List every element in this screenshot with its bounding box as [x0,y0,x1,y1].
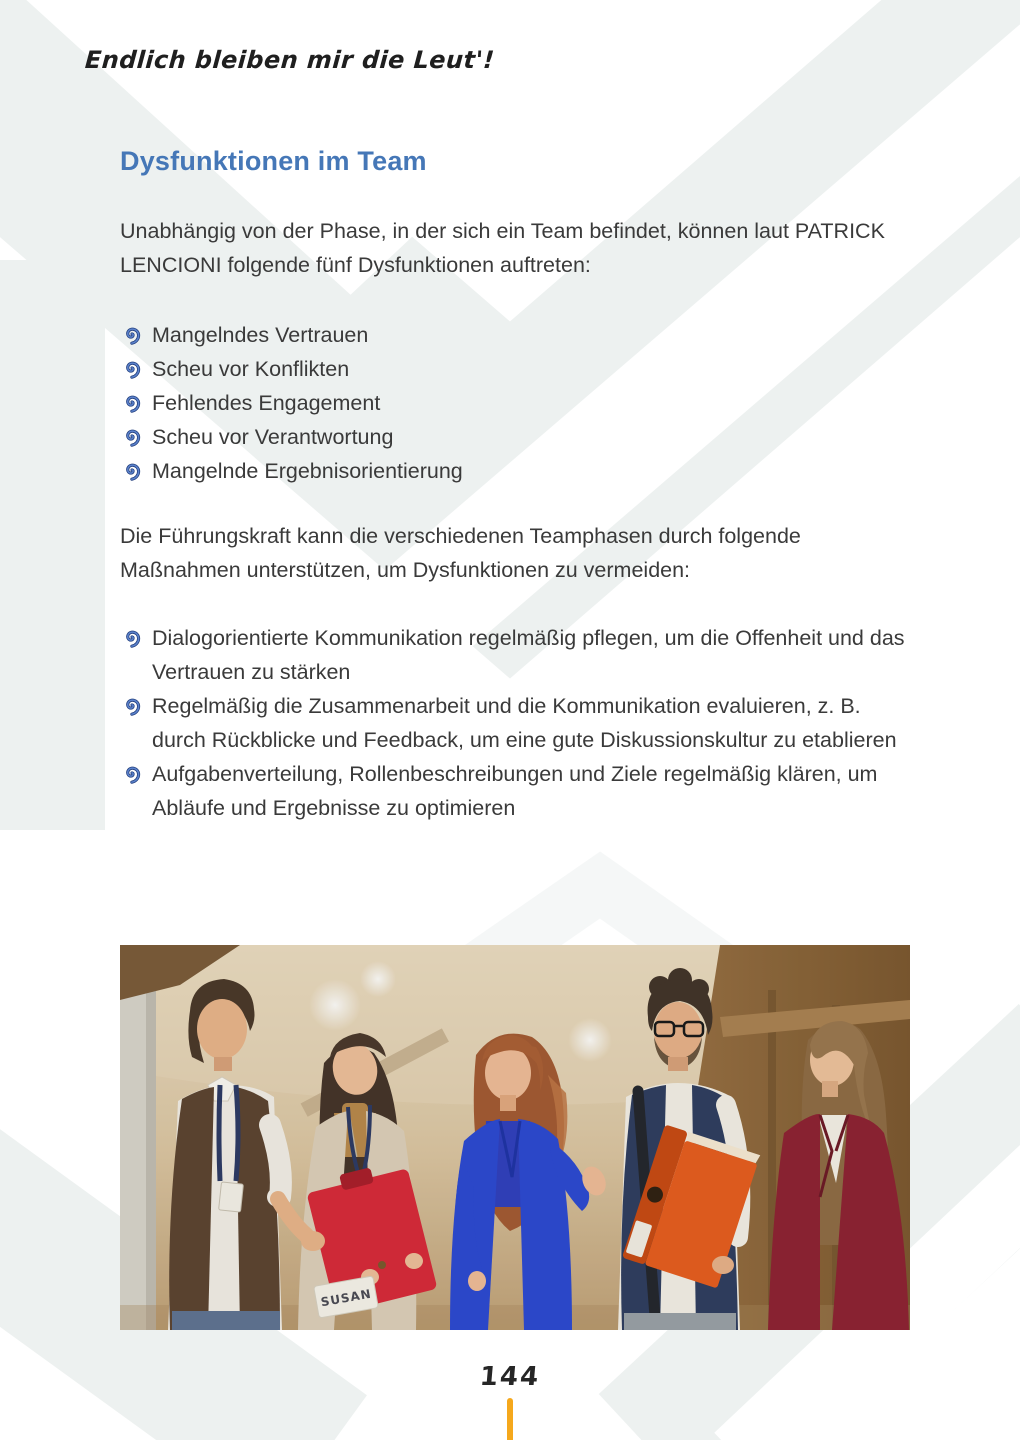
spiral-bullet-icon [121,460,143,482]
list-item-text: Aufgabenverteilung, Rollenbeschreibungen und Ziele regelmäßig klären, um Abläufe und Ergebnisse zu optimieren [152,762,878,820]
measures-paragraph: Die Führungskraft kann die verschiedenen Teamphasen durch folgende Maßnahmen unterstützen, um Dysfunktionen zu vermeiden: [120,524,801,582]
spiral-bullet-icon [121,358,143,380]
list-item-text: Mangelnde Ergebnisorientierung [152,459,463,483]
list-item [120,757,912,825]
list-item [120,386,912,420]
list-item-text: Fehlendes Engagement [152,391,381,415]
list-item [120,420,912,454]
list-item-text: Regelmäßig die Zusammenarbeit und die Kommunikation evaluieren, z. B. durch Rückblicke und Feedback, um eine gute Diskussionskultur zu etablieren [152,694,897,752]
running-header: Endlich bleiben mir die Leut'! [84,46,496,74]
spiral-bullet-icon [121,392,143,414]
measures-list [120,621,912,825]
spiral-bullet-icon [121,627,143,649]
list-item-text: Scheu vor Konflikten [152,357,350,381]
spiral-bullet-icon [121,426,143,448]
list-item-text: Mangelndes Vertrauen [152,323,369,347]
intro-paragraph: Unabhängig von der Phase, in der sich ein Team befindet, können laut PATRICK LENCIONI folgende fünf Dysfunktionen auftreten: [120,219,885,277]
list-item-text: Dialogorientierte Kommunikation regelmäßig pflegen, um die Offenheit und das Vertrauen zu stärken [152,626,905,684]
list-item [120,318,912,352]
page-number: 144 [478,1362,542,1392]
team-photo [120,945,910,1330]
footer-accent-line [507,1398,513,1440]
spiral-bullet-icon [121,324,143,346]
list-item [120,689,912,757]
dysfunctions-list [120,318,912,488]
list-item [120,454,912,488]
list-item [120,621,912,689]
page-title: Dysfunktionen im Team [120,146,427,176]
spiral-bullet-icon [121,763,143,785]
list-item [120,352,912,386]
spiral-bullet-icon [121,695,143,717]
list-item-text: Scheu vor Verantwortung [152,425,394,449]
name-tag-text: SUSAN [319,1286,373,1310]
